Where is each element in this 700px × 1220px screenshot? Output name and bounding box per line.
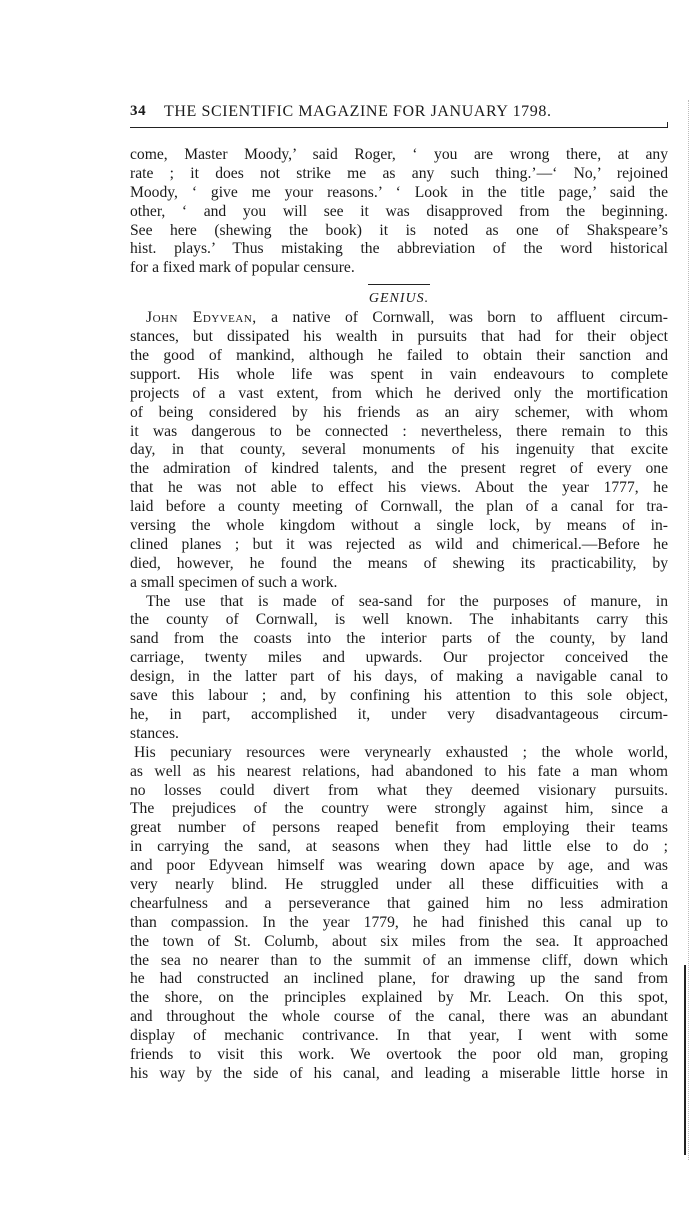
text-line: for a fixed mark of popular censure. [130,259,355,277]
text-line: The prejudices of the country were strongly against him, since a [130,800,668,818]
text-line: The use that is made of sea-sand for the purposes of manure, in [146,592,668,610]
text-line: and throughout the whole course of the canal, there was an abundant [130,1008,668,1026]
text-line: the county of Cornwall, is well known. The inhabitants carry this [130,611,668,629]
text-line: his way by the side of his canal, and leading a miserable little horse in [130,1064,668,1082]
text-line: the good of mankind, although he failed to obtain their sanction and [130,347,668,365]
text-line: carriage, twenty miles and upwards. Our projector conceived the [130,649,668,667]
section-divider [368,284,430,285]
text-line: in carrying the sand, at seasons when they had little else to do ; [130,838,668,856]
text-line: day, in that county, several monuments of his ingenuity that excite [130,441,668,459]
text-line: chearfulness and a perseverance that gained him no less admiration [130,894,668,912]
text-line: other, ‘ and you will see it was disapproved from the beginning. [130,202,668,220]
subject-name: John Edyvean, [146,309,257,327]
text-line: save this labour ; and, by confining his attention to this sole object, [130,687,668,705]
text-line: friends to visit this work. We overtook the poor old man, groping [130,1045,668,1063]
section-title: GENIUS. [368,291,430,307]
text-line: that he was not able to effect his views. About the year 1777, he [130,479,668,497]
text-line: and poor Edyvean himself was wearing down apace by age, and was [130,857,668,875]
running-head [130,100,668,126]
paragraph [130,309,668,592]
paragraph [130,744,668,1084]
text-line: than compassion. In the year 1779, he had finished this canal up to [130,913,668,931]
text-line: the shore, on the principles explained by Mr. Leach. On this spot, [130,989,668,1007]
previous-article-continuation [130,146,668,278]
text-line: stances, but dissipated his wealth in pursuits that had for their object [130,328,668,346]
text-line [130,309,668,328]
text-line: no losses could divert from what they deemed visionary pursuits. [130,781,668,799]
body-text [130,146,668,1084]
text-line: His pecuniary resources were verynearly exhausted ; the whole world, [134,743,668,761]
text-line: very nearly blind. He struggled under all these difficuities with a [130,875,668,893]
page-binding-shadow [684,965,686,1155]
text-line: See here (shewing the book) it is noted as one of Shakspeare’s [130,221,668,239]
text-line: come, Master Moody,’ said Roger, ‘ you are wrong there, at any [130,146,668,163]
text-line: projects of a vast extent, from which he derived only the mortification [130,384,668,402]
text-line: it was dangerous to be connected : nevertheless, there remain to this [130,422,668,440]
text-line: support. His whole life was spent in vain endeavours to complete [130,365,668,383]
text-line: the admiration of kindred talents, and the present regret of every one [130,460,668,478]
text-line: laid before a county meeting of Cornwall, the plan of a canal for tra- [130,498,668,516]
text-line: as well as his nearest relations, had abandoned to his fate a man whom [130,762,668,780]
text-line: display of mechanic contrivance. In that year, I went with some [130,1027,668,1045]
text-line: the town of St. Columb, about six miles from the sea. It approached [130,932,668,950]
header-rule [130,127,668,128]
running-title: THE SCIENTIFIC MAGAZINE FOR JANUARY 1798. [164,103,552,120]
paragraph [130,593,668,744]
text-line: died, however, he found the means of shewing its practicability, by [130,554,668,572]
text-line: he had constructed an inclined plane, for drawing up the sand from [130,970,668,988]
text-line: clined planes ; but it was rejected as wild and chimerical.—Before he [130,535,668,553]
magazine-page [130,100,668,1082]
text-line: Moody, ‘ give me your reasons.’ ‘ Look in the title page,’ said the [130,183,668,201]
text-line: a small specimen of such a work. [130,573,338,591]
text-line: of being considered by his friends as an airy schemer, with whom [130,403,668,421]
text-line: versing the whole kingdom without a single lock, by means of in- [130,517,668,535]
text-line: he, in part, accomplished it, under very disadvantageous circum- [130,705,668,723]
page-number: 34 [130,103,147,119]
text-line: design, in the latter part of his days, of making a navigable canal to [130,668,668,686]
text-line: sand from the coasts into the interior parts of the county, by land [130,630,668,648]
text-line: great number of persons reaped benefit from employing their teams [130,819,668,837]
text-line: the sea no nearer than to the summit of an immense cliff, down which [130,951,668,969]
text-line: hist. plays.’ Thus mistaking the abbreviation of the word historical [130,240,668,258]
page-binding-edge [688,100,691,1160]
text-line: rate ; it does not strike me as any such thing.’—‘ No,’ rejoined [130,164,668,182]
text-fragment: a native of Cornwall, was born to affluent circum- [271,309,668,327]
text-line: stances. [130,724,179,742]
